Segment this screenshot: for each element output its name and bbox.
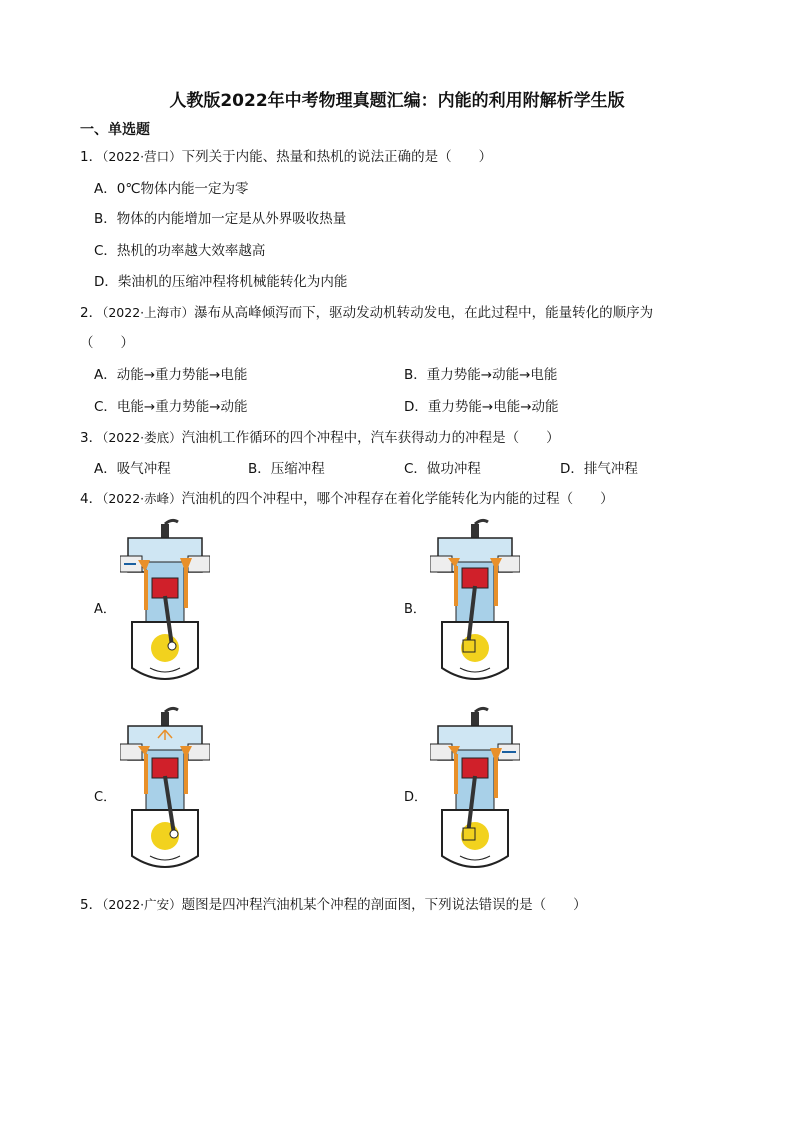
question-number: 3．: [80, 430, 103, 446]
q4-option-b-label[interactable]: B．: [404, 602, 426, 617]
question-number: 2．: [80, 305, 103, 321]
question-5: [80, 893, 587, 913]
question-source: （2022·娄底）: [102, 430, 182, 445]
q3-option-b[interactable]: B．压缩冲程: [248, 461, 325, 477]
piston: [152, 578, 178, 598]
question-number: 1．: [80, 149, 103, 165]
q2-option-b[interactable]: B．重力势能→动能→电能: [404, 367, 558, 383]
question-stem: 瀑布从高峰倾泻而下，驱动发动机转动发电，在此过程中，能量转化的顺序为: [194, 305, 654, 321]
q2-option-d[interactable]: D．重力势能→电能→动能: [404, 399, 559, 415]
q1-option-c[interactable]: C．热机的功率越大效率越高: [94, 243, 266, 259]
question-source: （2022·营口）: [102, 149, 182, 164]
engine-diagram-b[interactable]: [430, 518, 520, 688]
q3-option-d[interactable]: D．排气冲程: [560, 461, 638, 477]
question-stem: 汽油机的四个冲程中，哪个冲程存在着化学能转化为内能的过程（ ）: [181, 491, 614, 507]
question-1: [80, 145, 492, 165]
engine-diagram-d[interactable]: [430, 706, 520, 876]
q2-option-c[interactable]: C．电能→重力势能→动能: [94, 399, 248, 415]
q1-option-d[interactable]: D．柴油机的压缩冲程将机械能转化为内能: [94, 274, 348, 290]
question-stem: 题图是四冲程汽油机某个冲程的剖面图，下列说法错误的是（ ）: [181, 897, 587, 913]
section-heading: 一、单选题: [80, 122, 150, 138]
q3-option-c[interactable]: C．做功冲程: [404, 461, 481, 477]
question-stem: 下列关于内能、热量和热机的说法正确的是（ ）: [181, 149, 493, 165]
q1-option-a[interactable]: A．0℃物体内能一定为零: [94, 181, 249, 197]
question-3: [80, 426, 560, 446]
spark-plug-icon: [471, 708, 488, 726]
q3-option-a[interactable]: A．吸气冲程: [94, 461, 171, 477]
q1-option-b[interactable]: B．物体的内能增加一定是从外界吸收热量: [94, 211, 347, 227]
piston: [462, 758, 488, 778]
page-title: 人教版2022年中考物理真题汇编：内能的利用附解析学生版: [169, 91, 625, 111]
spark-plug-icon: [471, 520, 488, 538]
q4-option-c-label[interactable]: C．: [94, 790, 117, 805]
question-2-continuation: （ ）: [80, 335, 134, 351]
q4-option-a-label[interactable]: A．: [94, 602, 116, 617]
question-source: （2022·赤峰）: [102, 491, 182, 506]
question-source: （2022·上海市）: [102, 305, 195, 320]
question-2: [80, 301, 653, 321]
question-stem: 汽油机工作循环的四个冲程中，汽车获得动力的冲程是（ ）: [181, 430, 560, 446]
question-number: 5．: [80, 897, 103, 913]
q4-option-d-label[interactable]: D．: [404, 790, 428, 805]
spark-plug-icon: [161, 520, 178, 538]
piston: [152, 758, 178, 778]
engine-diagram-c[interactable]: [120, 706, 210, 876]
piston: [462, 568, 488, 588]
engine-diagram-a[interactable]: [120, 518, 210, 688]
q2-option-a[interactable]: A．动能→重力势能→电能: [94, 367, 248, 383]
question-number: 4．: [80, 491, 103, 507]
spark-plug-icon: [161, 708, 178, 726]
question-4: [80, 487, 614, 507]
question-source: （2022·广安）: [102, 897, 182, 912]
